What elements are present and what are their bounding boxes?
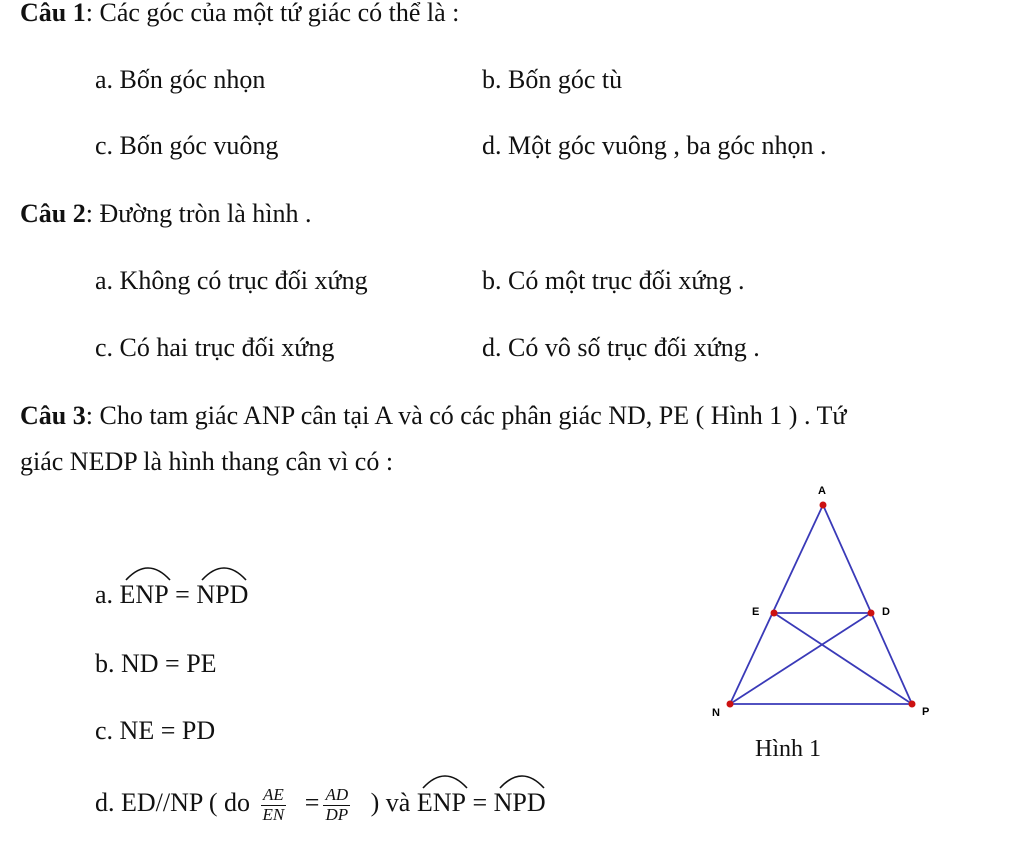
label-p: P [922,706,930,718]
q3-option-d [95,786,546,824]
label-e: E [752,606,760,618]
label-n: N [712,707,720,719]
angle-enp-text: ENP [119,580,169,609]
q2-option-b: b. Có một trục đối xứng . [482,266,745,295]
question-3 [20,401,846,431]
angle-npd [196,580,248,610]
q3-option-b: b. ND = PE [95,649,217,678]
angle-enp [120,580,169,610]
q3-option-a [95,580,248,610]
equals-sign: = [168,580,197,609]
fraction-numerator: AE [261,786,287,806]
question-3-text-line1: : Cho tam giác ANP cân tại A và có các phân giác ND, PE ( Hình 1 ) . Tứ [85,401,847,430]
angle-enp-text: ENP [416,788,466,818]
q1-option-d: d. Một góc vuông , ba góc nhọn . [482,131,827,160]
fraction-denominator: EN [262,804,285,824]
q3-option-a-prefix: a. [95,580,114,609]
q3-option-d-prefix: d. ED//NP ( do [95,788,251,818]
question-2 [20,199,311,229]
equals-sign: = [465,788,494,818]
figure-triangle-anp [690,475,970,775]
fraction-ae-en [261,786,287,824]
fraction-numerator: AD [325,785,349,804]
angle-arc-icon [494,766,550,792]
point-d [868,610,875,617]
q1-option-a: a. Bốn góc nhọn [95,65,266,94]
question-2-label: Câu 2 [20,199,86,228]
question-1 [20,0,459,28]
fraction-denominator: DP [325,804,349,824]
q1-option-b: b. Bốn góc tù [482,65,623,94]
q1-option-c: c. Bốn góc vuông [95,131,279,160]
angle-npd-text: NPD [493,788,546,818]
angle-arc-icon [417,766,473,792]
angle-enp [417,788,466,818]
equals-sign: = [304,788,320,818]
q2-option-c: c. Có hai trục đối xứng [95,333,335,362]
label-d: D [882,606,890,618]
point-p [909,701,916,708]
figure-caption: Hình 1 [755,736,821,762]
question-2-text: : Đường tròn là hình . [85,199,312,228]
question-3-label: Câu 3 [20,401,86,430]
label-a: A [818,485,826,497]
angle-arc-icon [120,558,176,584]
angle-arc-icon [196,558,252,584]
point-n [727,701,734,708]
question-1-text: : Các góc của một tứ giác có thể là : [85,0,460,27]
q2-option-d: d. Có vô số trục đối xứng . [482,333,760,362]
question-3-text-line2: giác NEDP là hình thang cân vì có : [20,447,394,476]
angle-npd [494,788,546,818]
angle-npd-text: NPD [196,580,249,609]
q2-option-a: a. Không có trục đối xứng [95,266,368,295]
q3-option-d-mid: ) và [370,788,411,818]
q3-option-c: c. NE = PD [95,716,216,745]
point-e [771,610,778,617]
fraction-ad-dp [323,786,350,824]
question-1-label: Câu 1 [20,0,86,27]
point-a [820,502,827,509]
